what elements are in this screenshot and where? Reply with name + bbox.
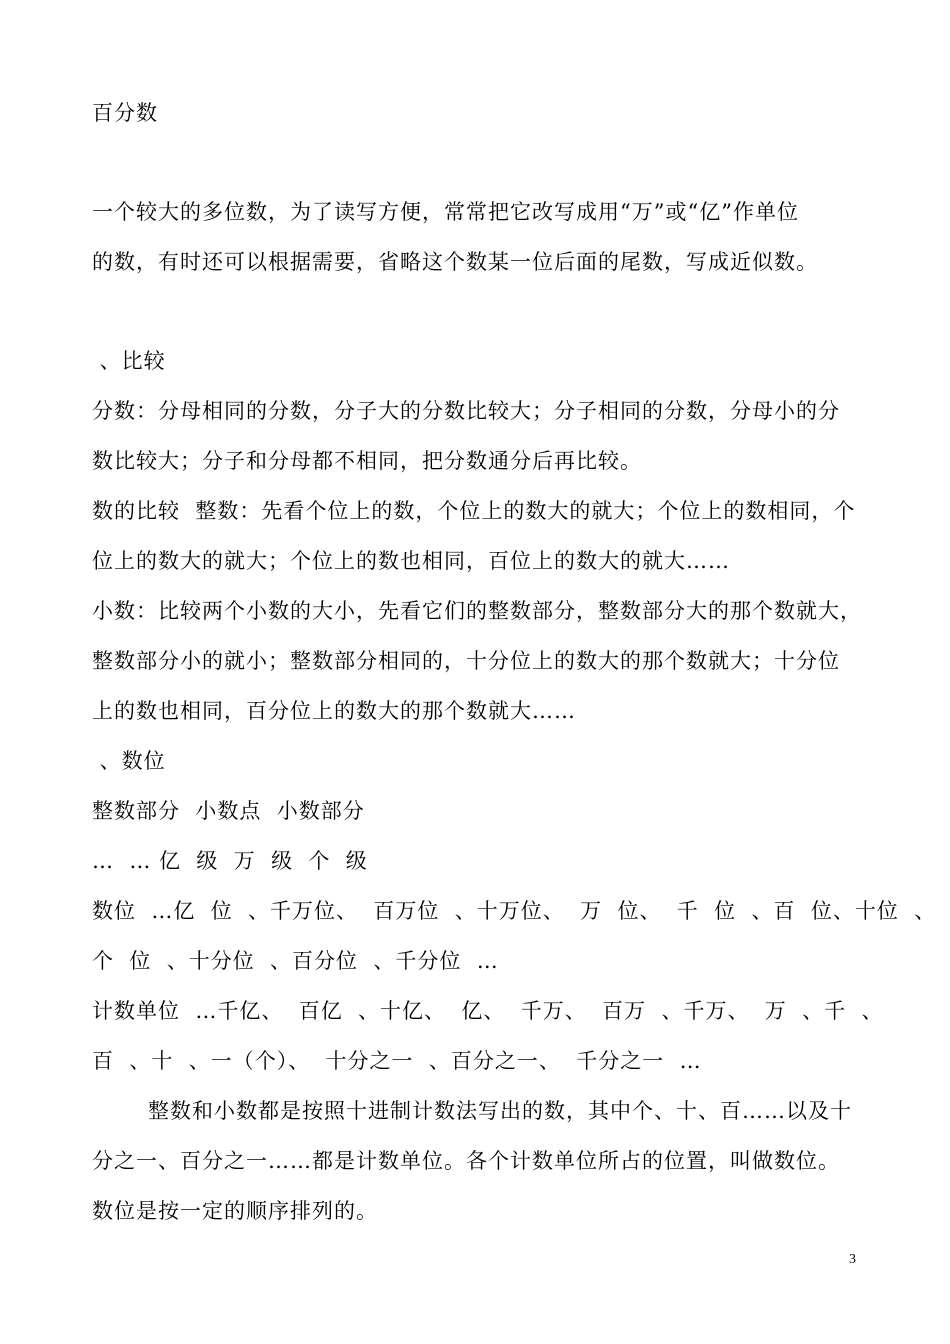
comparison-line-5: 小数：比较两个小数的大小，先看它们的整数部分，整数部分大的那个数就大，: [92, 599, 862, 623]
place-line-6: 百 、十 、一（个）、 十分之一 、百分之一、 千分之一 …: [92, 1049, 702, 1073]
closing-line-1: 整数和小数都是按照十进制计数法写出的数，其中个、十、百……以及十: [148, 1099, 852, 1123]
closing-line-2: 分之一、百分之一……都是计数单位。各个计数单位所占的位置，叫做数位。: [92, 1149, 840, 1173]
intro-line-1: 一个较大的多位数，为了读写方便，常常把它改写成用“万”或“亿”作单位: [92, 200, 799, 224]
intro-line-2: 的数，有时还可以根据需要，省略这个数某一位后面的尾数，写成近似数。: [92, 250, 818, 274]
place-line-2: … … 亿 级 万 级 个 级: [92, 849, 368, 873]
place-line-1: 整数部分 小数点 小数部分: [92, 799, 365, 823]
closing-line-3: 数位是按一定的顺序排列的。: [92, 1199, 378, 1223]
comparison-line-2: 数比较大；分子和分母都不相同，把分数通分后再比较。: [92, 449, 642, 473]
comparison-heading: 、比较: [92, 349, 166, 373]
place-line-3: 数位 …亿 位 、千万位、 百万位 、十万位、 万 位、 千 位 、百 位、十位 、: [92, 899, 937, 923]
comparison-line-1: 分数：分母相同的分数，分子大的分数比较大；分子相同的分数，分母小的分: [92, 399, 840, 423]
place-value-heading: 、数位: [92, 749, 166, 773]
page-title: 百分数: [92, 101, 158, 125]
place-line-4: 个 位 、十分位 、百分位 、千分位 …: [92, 949, 499, 973]
comparison-line-6: 整数部分小的就小；整数部分相同的，十分位上的数大的那个数就大；十分位: [92, 649, 840, 673]
comparison-line-3: 数的比较 整数：先看个位上的数，个位上的数大的就大；个位上的数相同，个: [92, 499, 856, 523]
comparison-line-4: 位上的数大的就大；个位上的数也相同，百位上的数大的就大……: [92, 549, 730, 573]
place-line-5: 计数单位 …千亿、 百亿 、十亿、 亿、 千万、 百万 、千万、 万 、千 、: [92, 999, 884, 1023]
comparison-line-7: 上的数也相同，百分位上的数大的那个数就大……: [92, 699, 576, 723]
page-number: 3: [849, 1252, 856, 1267]
